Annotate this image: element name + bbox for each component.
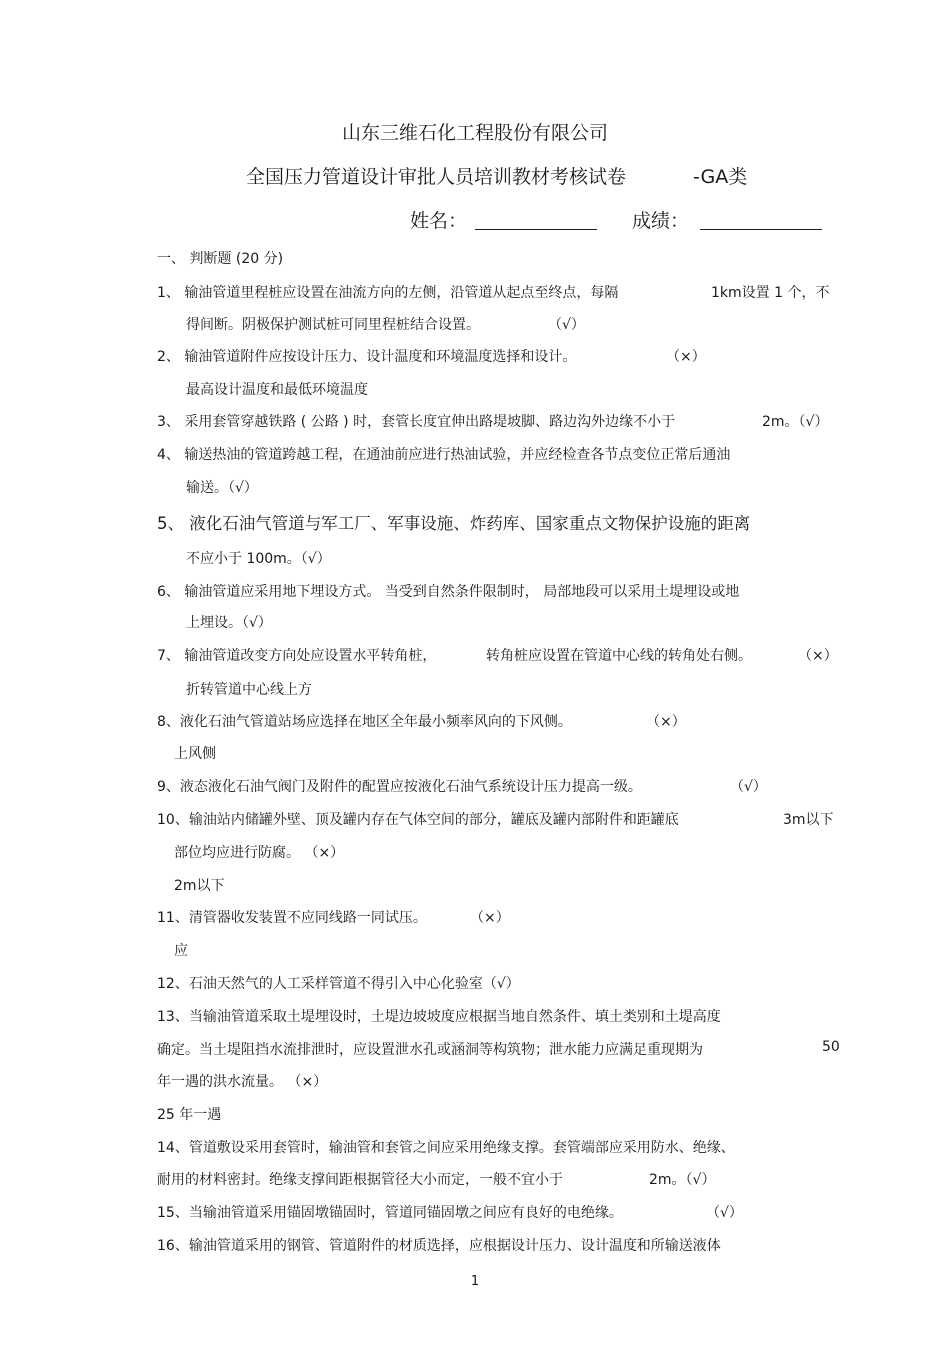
text-line: 3m以下 [783,812,834,828]
name-label: 姓名： [410,210,468,232]
text-line: 3、 采用套管穿越铁路 ( 公路 ) 时，套管长度宜伸出路堤坡脚、路边沟外边缘不小于 [157,414,676,430]
text-line: 7、 输油管道改变方向处应设置水平转角桩， [157,648,437,664]
text-line: 转角桩应设置在管道中心线的转角处右侧。 [486,648,752,664]
text-line: 6、 输油管道应采用地下埋设方式。 当受到自然条件限制时， 局部地段可以采用土堤埋设或地 [157,584,740,600]
text-line: 4、 输送热油的管道跨越工程，在通油前应进行热油试验，并应经检查各节点变位正常后通油 [157,447,731,463]
text-line: 12、石油天然气的人工采样管道不得引入中心化验室（√） [157,976,520,992]
score-blank-line [700,229,822,230]
text-line: 9、液态液化石油气阀门及附件的配置应按液化石油气系统设计压力提高一级。 [157,779,642,795]
page-number: 1 [470,1274,480,1289]
text-line: （×） [666,349,706,365]
text-line: 15、当输油管道采用锚固墩锚固时，管道同锚固墩之间应有良好的电绝缘。 [157,1205,623,1221]
text-line: 14、管道敷设采用套管时，输油管和套管之间应采用绝缘支撑。套管端部应采用防水、绝缘、 [157,1140,735,1156]
text-line: （×） [798,648,838,664]
text-line: 不应小于 100m。（√） [186,551,331,567]
text-line: 输送。（√） [186,480,258,496]
text-line: 1km设置 1 个，不 [711,285,830,301]
text-line: 部位均应进行防腐。 （×） [174,845,345,861]
name-blank-line [475,229,597,230]
text-line: 耐用的材料密封。绝缘支撑间距根据管径大小而定，一般不宜小于 [157,1172,563,1188]
text-line: 年一遇的洪水流量。 （×） [157,1074,328,1090]
text-line: （×） [470,910,510,926]
exam-category: -GA类 [693,166,748,188]
text-line: 11、清管器收发装置不应同线路一同试压。 [157,910,427,926]
text-line: 16、输油管道采用的钢管、管道附件的材质选择，应根据设计压力、设计温度和所输送液体 [157,1238,721,1254]
text-line: 8、液化石油气管道站场应选择在地区全年最小频率风向的下风侧。 [157,714,572,730]
text-line: （√） [548,317,585,333]
text-line: 25 年一遇 [157,1107,222,1123]
text-line: 1、 输油管道里程桩应设置在油流方向的左侧，沿管道从起点至终点，每隔 [157,285,619,301]
text-line: 最高设计温度和最低环境温度 [186,382,368,398]
text-line: 上埋设。（√） [186,615,272,631]
text-line: 2m。（√） [649,1172,716,1188]
text-line: 10、输油站内储罐外壁、顶及罐内存在气体空间的部分，罐底及罐内部附件和距罐底 [157,812,679,828]
text-line: 5、 液化石油气管道与军工厂、军事设施、炸药库、国家重点文物保护设施的距离 [157,514,751,533]
text-line: （√） [730,779,767,795]
text-line: 应 [174,943,188,959]
section-title: 一、 判断题 (20 分) [157,251,284,267]
text-line: （×） [646,714,686,730]
company-title: 山东三维石化工程股份有限公司 [341,122,608,144]
text-line: 13、当输油管道采取土堤埋设时，土堤边坡坡度应根据当地自然条件、填土类别和土堤高度 [157,1009,721,1025]
text-line: 确定。当土堤阻挡水流排泄时，应设置泄水孔或涵洞等构筑物；泄水能力应满足重现期为 [157,1042,703,1058]
score-label: 成绩： [632,210,690,232]
text-line: 2、 输油管道附件应按设计压力、设计温度和环境温度选择和设计。 [157,349,577,365]
text-line: 2m以下 [174,878,225,894]
exam-title: 全国压力管道设计审批人员培训教材考核试卷 [246,166,627,188]
text-line: 上风侧 [174,746,216,762]
text-line: （√） [706,1205,743,1221]
text-line: 折转管道中心线上方 [186,682,312,698]
text-line: 得间断。阴极保护测试桩可同里程桩结合设置。 [186,317,480,333]
text-line: 2m。（√） [762,414,829,430]
text-line: 50 [822,1039,840,1055]
